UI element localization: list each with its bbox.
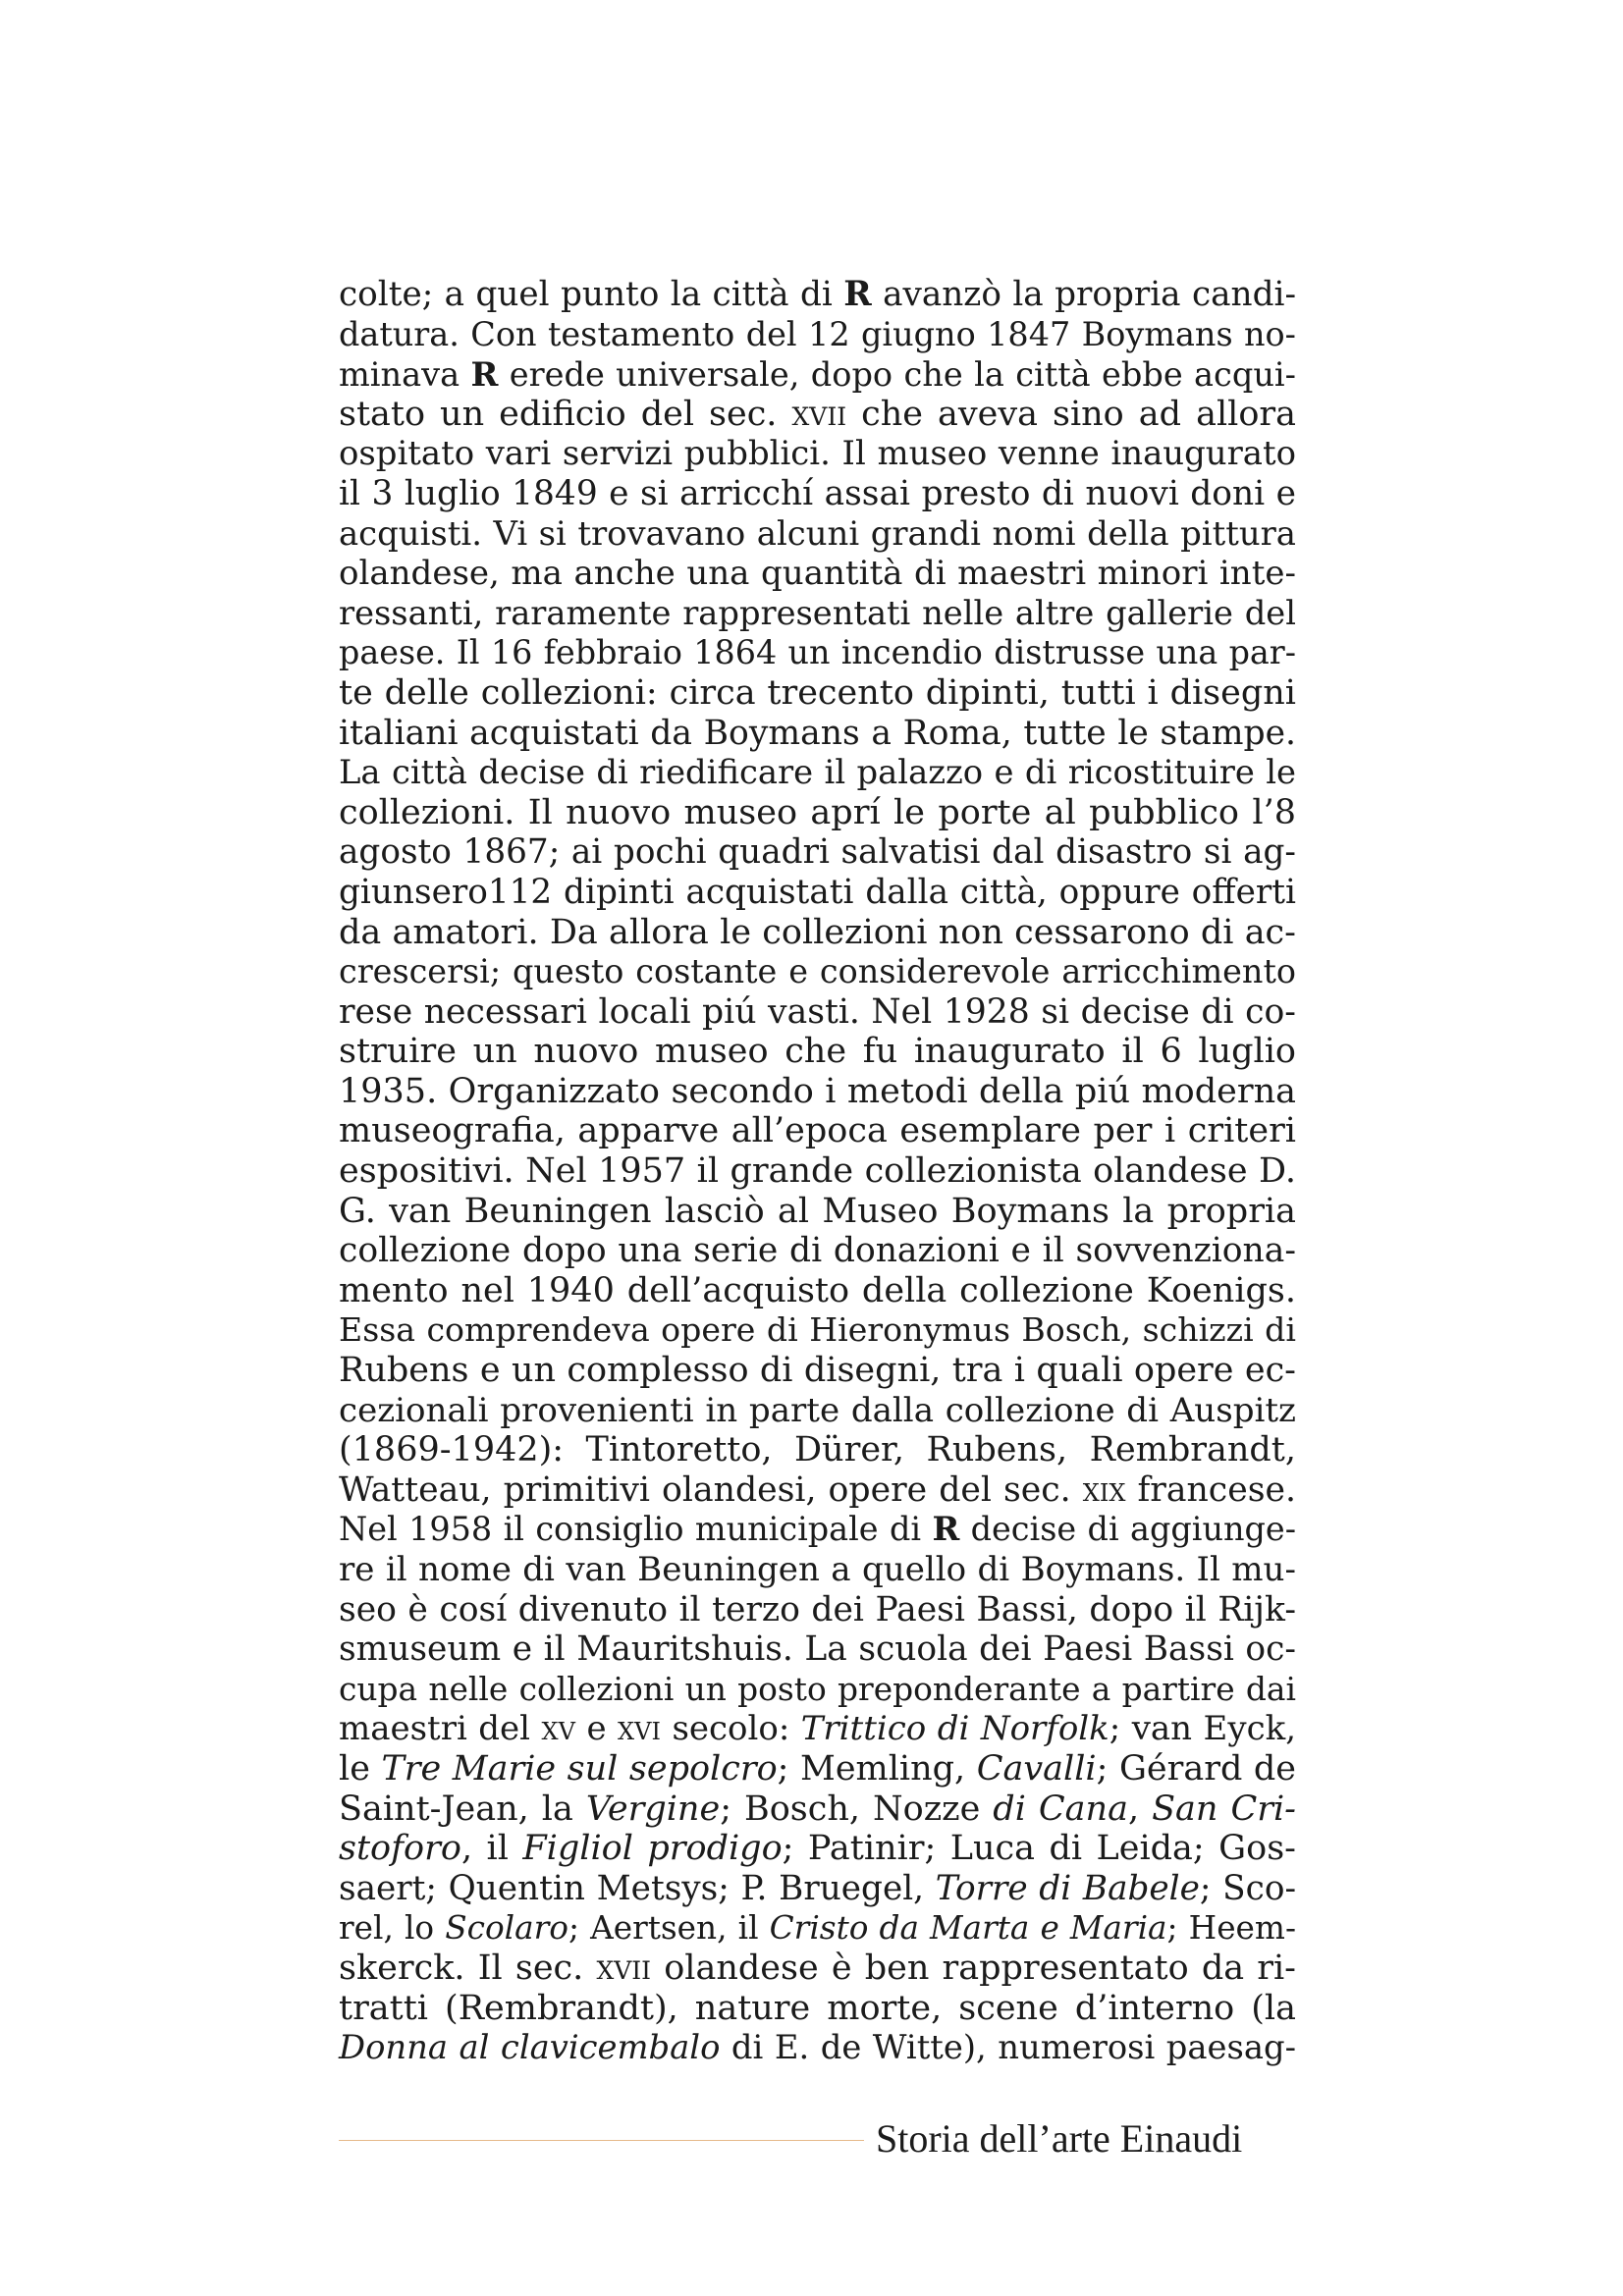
text-segment: re il nome di van Beuningen a quello di Boymans. Il mu- xyxy=(339,1550,1296,1589)
text-segment: ; van Eyck, xyxy=(1109,1709,1296,1749)
text-line xyxy=(339,1470,1296,1511)
text-segment: minava xyxy=(339,355,471,395)
text-segment: erede universale, dopo che la città ebbe acqui- xyxy=(498,355,1296,395)
text-line xyxy=(339,1072,1296,1112)
text-segment: ; Heem- xyxy=(1166,1909,1297,1948)
text-segment: italiani acquistati da Boymans a Roma, tutte le stampe. xyxy=(339,713,1296,753)
text-segment: acquisti. Vi si trovavano alcuni grandi nomi della pittura xyxy=(339,513,1296,553)
text-line xyxy=(339,1550,1296,1590)
text-segment: mento nel 1940 dell’acquisto della collezione Koenigs. xyxy=(339,1270,1296,1310)
text-segment: ressanti, raramente rappresentati nelle altre gallerie del xyxy=(339,593,1296,632)
text-segment: tratti (Rembrandt), nature morte, scene d’interno (la xyxy=(339,1988,1296,2028)
text-segment: Tre Marie sul sepolcro xyxy=(381,1748,778,1789)
text-segment: rese necessari locali piú vasti. Nel 1928 si decise di co- xyxy=(339,991,1296,1032)
text-line xyxy=(339,952,1296,992)
text-segment: ; Gérard de xyxy=(1096,1748,1296,1789)
text-segment: Torre di Babele xyxy=(935,1868,1200,1908)
text-line xyxy=(339,354,1296,395)
text-segment: Donna al clavicembalo xyxy=(339,2028,721,2067)
text-segment: olandese è ben rappresentato da ri- xyxy=(651,1948,1296,1988)
text-line xyxy=(339,1231,1296,1271)
text-segment: te delle collezioni: circa trecento dipinti, tutti i disegni xyxy=(339,672,1296,713)
text-segment: datura. Con testamento del 12 giugno 1847 Boymans no- xyxy=(339,314,1296,353)
text-line xyxy=(339,873,1296,913)
text-segment: ; Bosch, Nozze xyxy=(720,1789,994,1829)
text-segment: Cavalli xyxy=(976,1748,1097,1789)
text-segment: museografia, apparve all’epoca esemplare per i criteri xyxy=(339,1111,1296,1151)
text-segment: skerck. Il sec. xyxy=(339,1948,597,1988)
text-line xyxy=(339,594,1296,634)
text-line xyxy=(339,1510,1296,1550)
text-line xyxy=(339,395,1296,435)
text-segment: ; Patinir; Luca di Leida; Gos- xyxy=(782,1829,1296,1869)
text-segment: paese. Il 16 febbraio 1864 un incendio distrusse una par- xyxy=(339,633,1296,672)
text-segment: olandese, ma anche una quantità di maestri minori inte- xyxy=(339,554,1296,594)
text-segment: da amatori. Da allora le collezioni non cessarono di ac- xyxy=(339,912,1296,952)
text-segment: stato un edificio del sec. xyxy=(339,394,792,434)
text-segment: xvii xyxy=(596,1948,652,1988)
text-segment: Scolaro xyxy=(445,1909,568,1948)
text-line xyxy=(339,1151,1296,1192)
text-line xyxy=(339,832,1296,873)
text-segment: Watteau, primitivi olandesi, opere del sec. xyxy=(339,1469,1083,1510)
text-segment: crescersi; questo costante e considerevole arricchimento xyxy=(339,952,1296,991)
text-segment: G. van Beuningen lasciò al Museo Boymans la propria xyxy=(339,1191,1296,1231)
text-line xyxy=(339,793,1296,833)
text-segment: che aveva sino ad allora xyxy=(846,394,1296,434)
text-segment: 1935. Organizzato secondo i metodi della piú moderna xyxy=(339,1071,1296,1111)
text-line xyxy=(339,1749,1296,1789)
text-line xyxy=(339,753,1296,793)
text-segment: di Cana xyxy=(993,1789,1128,1829)
text-segment: cupa nelle collezioni un posto preponderante a partire dai xyxy=(339,1670,1296,1708)
text-segment: giunsero112 dipinti acquistati dalla città, oppure offerti xyxy=(339,872,1296,912)
text-line xyxy=(339,1829,1296,1869)
text-line xyxy=(339,1989,1296,2029)
text-segment: , xyxy=(1127,1789,1153,1829)
text-segment: San Cri- xyxy=(1152,1789,1296,1829)
text-segment: xvi xyxy=(618,1709,661,1749)
text-line xyxy=(339,2028,1296,2068)
text-line xyxy=(339,514,1296,555)
text-line xyxy=(339,673,1296,714)
text-line xyxy=(339,434,1296,474)
footer-title: Storia dell’arte Einaudi xyxy=(876,2116,1243,2161)
text-line xyxy=(339,275,1296,315)
text-segment: decise di aggiunge- xyxy=(959,1510,1297,1549)
text-line xyxy=(339,1310,1296,1351)
text-segment: R xyxy=(843,275,872,314)
text-line xyxy=(339,1271,1296,1311)
text-line xyxy=(339,1908,1296,1949)
text-line xyxy=(339,913,1296,953)
text-segment: Figliol prodigo xyxy=(522,1829,783,1869)
text-segment: maestri del xyxy=(339,1709,542,1749)
text-line xyxy=(339,1869,1296,1909)
text-segment: le xyxy=(339,1748,382,1789)
body-text xyxy=(339,275,1296,2068)
text-line xyxy=(339,474,1296,514)
text-segment: Saint-Jean, la xyxy=(339,1789,586,1829)
text-segment: xv xyxy=(541,1709,575,1749)
text-line xyxy=(339,633,1296,673)
text-line xyxy=(339,1430,1296,1470)
text-line xyxy=(339,1590,1296,1630)
text-segment: seo è cosí divenuto il terzo dei Paesi Bassi, dopo il Rijk- xyxy=(339,1589,1296,1629)
text-segment: il 3 luglio 1849 e si arricchí assai presto di nuovi doni e xyxy=(339,473,1296,513)
footer-rule xyxy=(339,2140,864,2141)
text-segment: ; Aertsen, il xyxy=(568,1909,770,1948)
text-segment: smuseum e il Mauritshuis. La scuola dei Paesi Bassi oc- xyxy=(339,1629,1296,1670)
text-line xyxy=(339,1789,1296,1830)
text-segment: di E. de Witte), numerosi paesag- xyxy=(720,2028,1297,2067)
text-line xyxy=(339,1949,1296,1989)
text-line xyxy=(339,1709,1296,1749)
text-segment: colte; a quel punto la città di xyxy=(339,275,844,314)
text-line xyxy=(339,714,1296,754)
text-segment: struire un nuovo museo che fu inaugurato il 6 luglio xyxy=(339,1032,1296,1072)
text-segment: collezioni. Il nuovo museo aprí le porte al pubblico l’8 xyxy=(339,792,1296,832)
text-segment: francese. xyxy=(1125,1469,1296,1510)
text-line xyxy=(339,554,1296,594)
text-line xyxy=(339,1351,1296,1391)
text-segment: ; Sco- xyxy=(1199,1868,1297,1908)
text-line xyxy=(339,1629,1296,1670)
text-line xyxy=(339,1670,1296,1710)
text-line xyxy=(339,1111,1296,1151)
text-segment: Vergine xyxy=(585,1789,721,1829)
text-line xyxy=(339,992,1296,1033)
text-segment: La città decise di riedificare il palazzo e di ricostituire le xyxy=(339,753,1296,792)
text-segment: R xyxy=(932,1510,960,1549)
text-segment: cezionali provenienti in parte dalla collezione di Auspitz xyxy=(339,1390,1296,1430)
text-segment: saert; Quentin Metsys; P. Bruegel, xyxy=(339,1868,936,1908)
text-segment: Essa comprendeva opere di Hieronymus Bosch, schizzi di xyxy=(339,1310,1296,1350)
text-segment: (1869-1942): Tintoretto, Dürer, Rubens, Rembrandt, xyxy=(339,1430,1296,1470)
text-segment: xvii xyxy=(791,394,847,434)
text-segment: secolo: xyxy=(660,1709,801,1749)
text-segment: xix xyxy=(1082,1469,1126,1510)
text-segment: Cristo da Marta e Maria xyxy=(769,1909,1167,1948)
text-segment: ; Memling, xyxy=(777,1748,977,1789)
text-line xyxy=(339,1192,1296,1232)
text-segment: agosto 1867; ai pochi quadri salvatisi dal disastro si ag- xyxy=(339,832,1296,873)
text-segment: espositivi. Nel 1957 il grande collezionista olandese D. xyxy=(339,1151,1296,1192)
text-segment: stoforo xyxy=(339,1829,461,1869)
text-segment: collezione dopo una serie di donazioni e il sovvenziona- xyxy=(339,1231,1296,1271)
text-segment: rel, lo xyxy=(339,1909,446,1948)
text-segment: , il xyxy=(460,1829,523,1869)
text-segment: R xyxy=(470,354,499,395)
text-line xyxy=(339,1391,1296,1431)
text-segment: e xyxy=(574,1709,619,1749)
text-segment: avanzò la propria candi- xyxy=(871,275,1297,314)
text-line xyxy=(339,1032,1296,1072)
text-segment: ospitato vari servizi pubblici. Il museo venne inaugurato xyxy=(339,434,1296,473)
text-segment: Rubens e un complesso di disegni, tra i quali opere ec- xyxy=(339,1351,1296,1391)
text-segment: Trittico di Norfolk xyxy=(800,1709,1109,1749)
text-line xyxy=(339,315,1296,355)
text-segment: Nel 1958 il consiglio municipale di xyxy=(339,1510,933,1549)
